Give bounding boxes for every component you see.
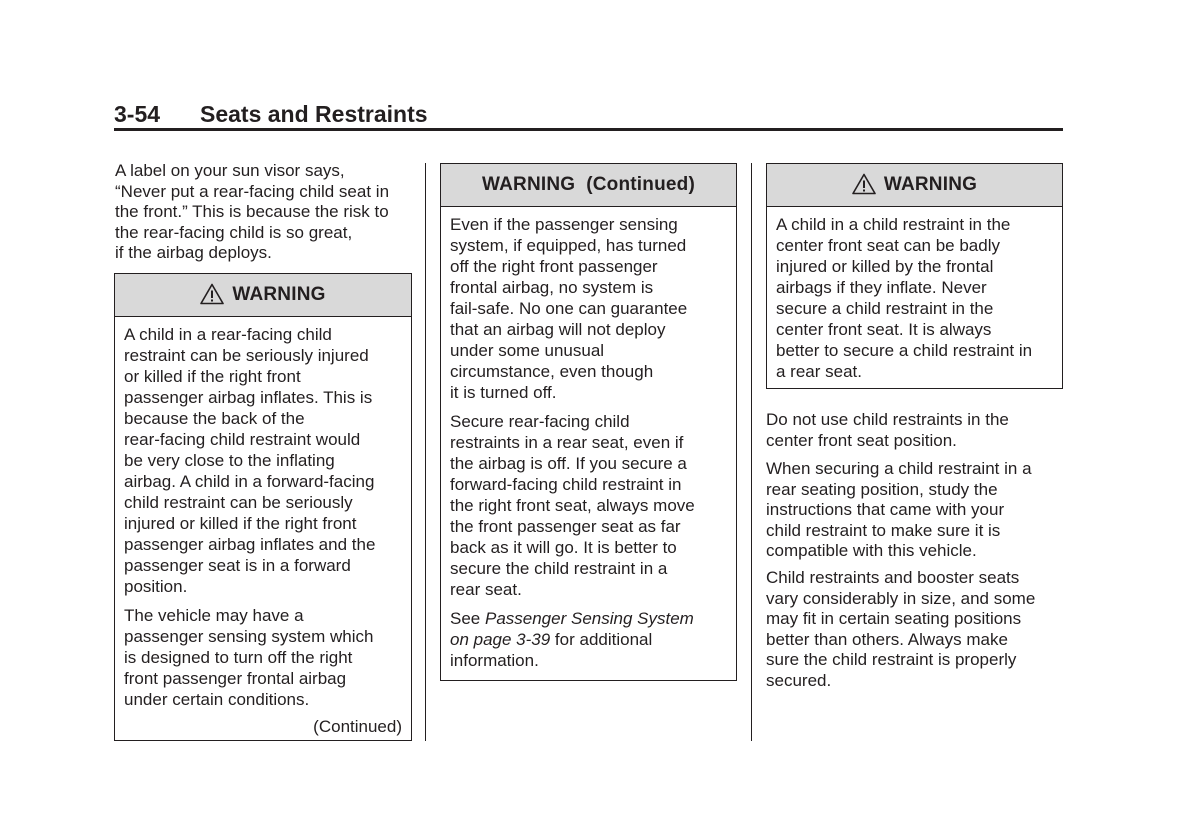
- warning-line: off the right front passenger: [450, 257, 658, 276]
- warning-line: injured or killed if the right front: [124, 514, 357, 533]
- warning-paragraph-see-also: [450, 608, 727, 671]
- warning-line: front passenger frontal airbag: [124, 669, 347, 688]
- warning-line: the airbag is off. If you secure a: [450, 454, 687, 473]
- warning-body: [767, 207, 1062, 382]
- warning-heading-text: WARNING: [232, 284, 326, 305]
- cross-reference-link[interactable]: Passenger Sensing System: [484, 609, 694, 628]
- body-line: When securing a child restraint in a: [766, 459, 1032, 478]
- warning-line: airbags if they inflate. Never: [776, 278, 987, 297]
- warning-box-center-seat: [766, 163, 1063, 389]
- warning-line: A child in a rear-facing child: [124, 325, 332, 344]
- body-line: Do not use child restraints in the: [766, 410, 1009, 429]
- warning-line: because the back of the: [124, 409, 305, 428]
- body-line: Child restraints and booster seats: [766, 568, 1020, 587]
- warning-line: center front seat can be badly: [776, 236, 1000, 255]
- warning-paragraph: [124, 605, 402, 710]
- warning-line: system, if equipped, has turned: [450, 236, 687, 255]
- warning-line: secure a child restraint in the: [776, 299, 994, 318]
- warning-line: restraint can be seriously injured: [124, 346, 369, 365]
- body-line: center front seat position.: [766, 430, 957, 450]
- warning-line: fail-safe. No one can guarantee: [450, 299, 688, 318]
- body-line: instructions that came with your: [766, 500, 1005, 519]
- warning-line: passenger seat is in a forward: [124, 556, 351, 575]
- header-rule: [114, 128, 1063, 131]
- body-line: rear seating position, study the: [766, 479, 998, 499]
- warning-paragraph: [124, 324, 402, 597]
- warning-line: airbag. A child in a forward-facing: [124, 472, 375, 491]
- body-line: sure the child restraint is properly: [766, 650, 1017, 669]
- intro-paragraph: [115, 161, 415, 264]
- warning-heading: [767, 164, 1062, 207]
- warning-line: position.: [124, 577, 188, 596]
- warning-body: [115, 317, 411, 737]
- warning-triangle-icon: [852, 173, 876, 195]
- warning-line: passenger airbag inflates and the: [124, 535, 376, 554]
- intro-line: if the airbag deploys.: [115, 243, 272, 262]
- body-line: may fit in certain seating positions: [766, 609, 1022, 628]
- warning-line: A child in a child restraint in the: [776, 215, 1011, 234]
- warning-paragraph: [450, 214, 727, 403]
- warning-heading: [115, 274, 411, 317]
- intro-line: the front.” This is because the risk to: [115, 202, 389, 221]
- warning-line: injured or killed by the frontal: [776, 257, 994, 276]
- warning-line: The vehicle may have a: [124, 606, 304, 625]
- warning-line: circumstance, even though: [450, 362, 654, 381]
- continued-label: (Continued): [313, 717, 402, 736]
- warning-line: under certain conditions.: [124, 690, 310, 709]
- warning-line: restraints in a rear seat, even if: [450, 433, 684, 452]
- warning-line: passenger sensing system which: [124, 627, 374, 646]
- warning-line: better to secure a child restraint in: [776, 341, 1033, 360]
- intro-line: the rear-facing child is so great,: [115, 222, 353, 242]
- body-paragraph: [766, 459, 1066, 562]
- warning-line: be very close to the inflating: [124, 451, 335, 470]
- warning-line: or killed if the right front: [124, 367, 301, 386]
- warning-line: Even if the passenger sensing: [450, 215, 678, 234]
- see-prefix: See: [450, 609, 485, 628]
- warning-line: a rear seat.: [776, 362, 862, 381]
- cross-reference-page[interactable]: on page 3-39: [450, 630, 551, 649]
- warning-line: it is turned off.: [450, 383, 557, 402]
- body-line: better than others. Always make: [766, 629, 1008, 649]
- warning-box-continued: [440, 163, 737, 681]
- warning-body: [441, 207, 736, 671]
- warning-line: rear seat.: [450, 580, 522, 599]
- warning-box-rear-facing: [114, 273, 412, 741]
- body-paragraph: [766, 568, 1066, 691]
- warning-heading: [441, 164, 736, 207]
- page-number: 3-54: [114, 101, 161, 127]
- warning-line: secure the child restraint in a: [450, 559, 668, 578]
- warning-heading-text: WARNING (Continued): [482, 174, 695, 195]
- warning-line: the right front seat, always move: [450, 496, 695, 515]
- warning-line: passenger airbag inflates. This is: [124, 388, 373, 407]
- warning-paragraph: [776, 214, 1053, 382]
- column-divider-left: [425, 163, 426, 741]
- section-title: Seats and Restraints: [200, 101, 428, 127]
- warning-line: child restraint can be seriously: [124, 493, 353, 512]
- see-suffix: for additional: [550, 630, 653, 649]
- column-divider-right: [751, 163, 752, 741]
- body-paragraph: [766, 410, 1066, 451]
- warning-line: forward-facing child restraint in: [450, 475, 682, 494]
- warning-line: that an airbag will not deploy: [450, 320, 666, 339]
- warning-line: information.: [450, 651, 539, 670]
- warning-line: is designed to turn off the right: [124, 648, 353, 667]
- warning-line: center front seat. It is always: [776, 320, 992, 339]
- body-line: secured.: [766, 670, 832, 690]
- warning-triangle-icon: [200, 283, 224, 305]
- body-line: child restraint to make sure it is: [766, 520, 1001, 540]
- warning-line: frontal airbag, no system is: [450, 278, 654, 297]
- warning-paragraph: [450, 411, 727, 600]
- warning-line: back as it will go. It is better to: [450, 538, 677, 557]
- intro-line: A label on your sun visor says,: [115, 161, 345, 180]
- warning-line: the front passenger seat as far: [450, 517, 681, 536]
- warning-line: under some unusual: [450, 341, 605, 360]
- body-line: vary considerably in size, and some: [766, 588, 1036, 608]
- warning-heading-text: WARNING: [883, 174, 978, 195]
- body-line: compatible with this vehicle.: [766, 541, 977, 560]
- warning-line: rear-facing child restraint would: [124, 430, 361, 449]
- page-header: [114, 101, 1063, 131]
- warning-line: Secure rear-facing child: [450, 412, 630, 431]
- intro-line: “Never put a rear-facing child seat in: [115, 181, 390, 201]
